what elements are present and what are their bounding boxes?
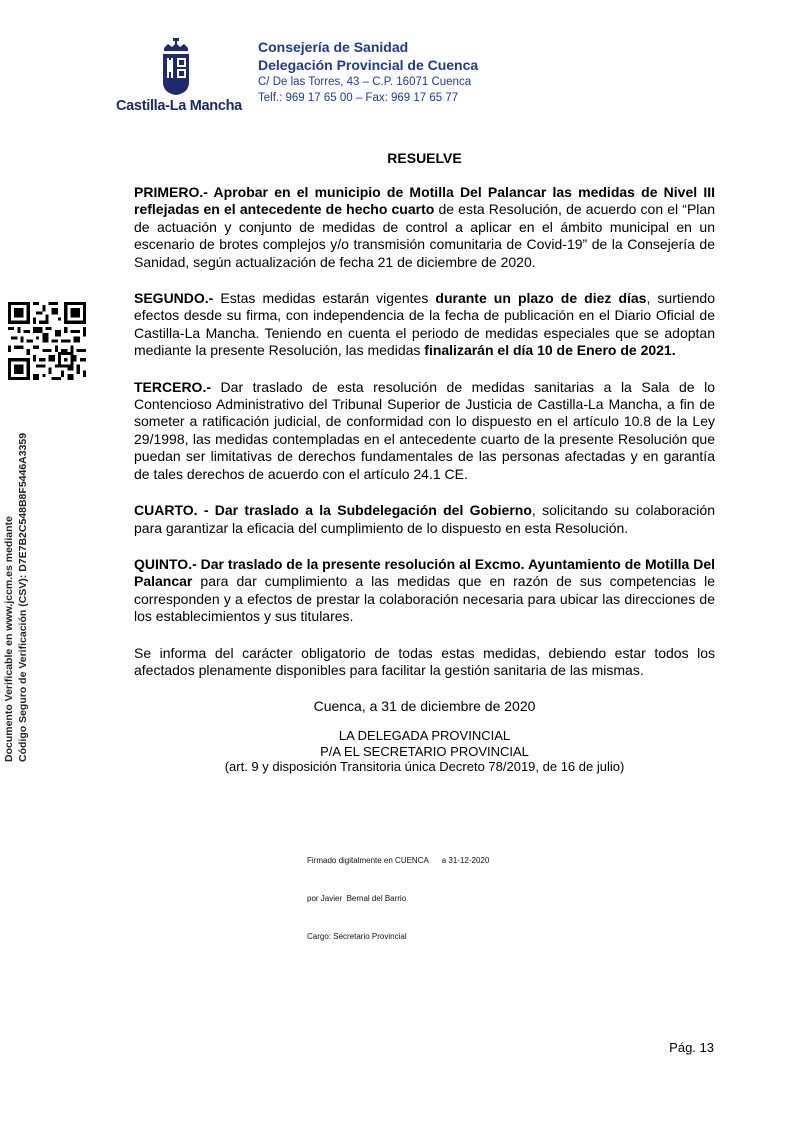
digital-sign-line3: Cargo: Secretario Provincial — [307, 931, 407, 941]
signer-delegate: P/A EL SECRETARIO PROVINCIAL — [320, 743, 529, 759]
paragraph-quinto — [134, 556, 715, 626]
org-name: Consejería de Sanidad — [258, 39, 409, 55]
org-phone: Telf.: 969 17 65 00 – Fax: 969 17 65 77 — [258, 92, 459, 104]
tercero-label: TERCERO.- — [134, 378, 211, 395]
digital-sign-line1: Firmado digitalmente en CUENCA a 31-12-2020 — [307, 856, 490, 866]
primero-text: de esta Resolución, de acuerdo con el “Plan de actuación y conjunto de medidas de control a aplicar en el ámbito municipal en un escenario de brotes complejos y/o transmisión comunitaria de Covid-19” de la Consejería de Sanidad, según actualización de fecha 21 de diciembre de 2020. — [134, 201, 715, 270]
paragraph-segundo — [134, 290, 715, 360]
digital-signature-stamp — [307, 830, 489, 956]
segundo-label: SEGUNDO.- — [134, 290, 214, 307]
signature-block — [134, 728, 715, 775]
segundo-text2: , surtiendo efectos desde su firma, con independencia de la fecha de publicación en el Diario Oficial de Castilla-La Mancha. Teniendo en cuenta el periodo de medidas especiales que se adoptan mediante la presente Resolución, las medidas — [134, 290, 716, 359]
document-body — [134, 150, 715, 775]
segundo-bold2: finalizarán el día 10 de Enero de 2021. — [424, 342, 676, 359]
paragraph-closing: Se informa del carácter obligatorio de todas estas medidas, debiendo estar todos los afectados plenamente disponibles para facilitar la gestión sanitaria de las mismas. — [134, 644, 715, 678]
signer-legal-basis: (art. 9 y disposición Transitoria única Decreto 78/2019, de 16 de julio) — [224, 759, 625, 775]
institution-header — [258, 38, 478, 106]
org-address: C/ De las Torres, 43 – C.P. 16071 Cuenca — [258, 76, 472, 88]
tercero-text: Dar traslado de esta resolución de medidas sanitarias a la Sala de lo Contencioso Administrativo del Tribunal Superior de Justicia de Castilla-La Mancha, a fin de someter a ratificación judicial, de conformidad con lo dispuesto en el artículo 10.8 de la Ley 29/1998, las medidas contempladas en el antecedente cuarto de la presente Resolución que puedan ser limitativas de derechos fundamentales de las personas afectadas y en garantía de tales derechos de acuerdo con el artículo 24.1 CE. — [134, 378, 715, 482]
cuarto-bold: CUARTO. - Dar traslado a la Subdelegación del Gobierno — [134, 502, 532, 519]
digital-sign-line2: por Javier Bernal del Barrio — [307, 893, 407, 903]
signer-title: LA DELEGADA PROVINCIAL — [338, 728, 511, 744]
qr-code-icon — [8, 302, 86, 380]
segundo-bold1: durante un plazo de diez días — [435, 290, 647, 307]
segundo-text1: Estas medidas estarán vigentes — [213, 290, 436, 307]
paragraph-tercero — [134, 379, 715, 483]
coat-of-arms-icon — [160, 38, 192, 96]
logo-wordmark: Castilla-La Mancha — [116, 98, 242, 114]
org-delegation: Delegación Provincial de Cuenca — [258, 57, 479, 73]
quinto-text: para dar cumplimiento a las medidas que en razón de sus competencias le corresponden y a efectos de prestar la colaboración necesaria para ubicar las direcciones de los establecimientos y sus titulares. — [134, 573, 715, 625]
paragraph-cuarto — [134, 502, 715, 537]
verify-url-line: Documento Verificable en www.jccm.es mediante — [3, 516, 15, 762]
cuarto-text: , solicitando su colaboración para garantizar la eficacia del cumplimiento de lo dispuesto en esta Resolución. — [134, 502, 715, 536]
castilla-la-mancha-logo — [116, 38, 242, 114]
csv-code-line: Código Seguro de Verificación (CSV): D7E7B2C548B8F5446A3359 — [17, 432, 29, 762]
primero-bold: PRIMERO.- Aprobar en el municipio de Motilla Del Palancar las medidas de Nivel III reflejadas en el antecedente de hecho cuarto — [134, 184, 715, 218]
section-heading: RESUELVE — [387, 150, 462, 166]
csv-verification — [2, 433, 30, 762]
date-line: Cuenca, a 31 de diciembre de 2020 — [313, 698, 536, 715]
page-number: Pág. 13 — [669, 1040, 714, 1055]
paragraph-primero — [134, 184, 715, 271]
quinto-bold: QUINTO.- Dar traslado de la presente resolución al Excmo. Ayuntamiento de Motilla Del Palancar — [134, 555, 715, 590]
